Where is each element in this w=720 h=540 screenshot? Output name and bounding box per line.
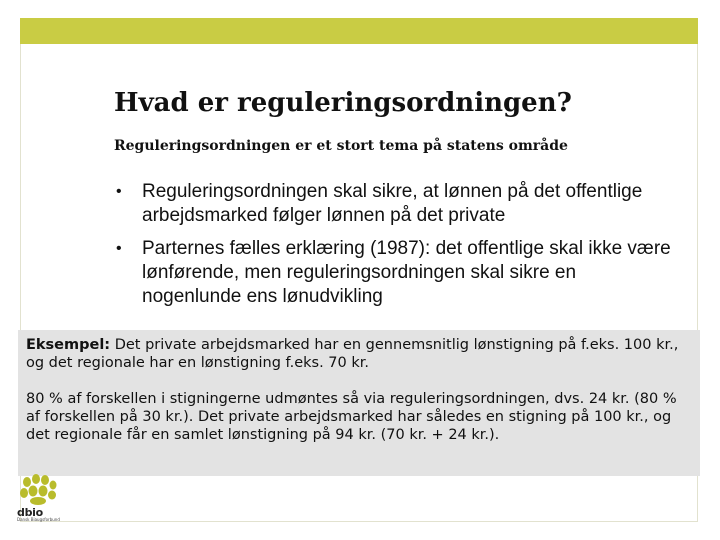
example-paragraph (26, 336, 692, 372)
logo-wordmark: dbio (17, 506, 43, 519)
slide-subtitle: Reguleringsordningen er et stort tema på statens område (114, 138, 568, 154)
bullet-symbol: • (116, 240, 122, 257)
example-paragraph: 80 % af forskellen i stigningerne udmøntes så via reguleringsordningen, dvs. 24 kr. (80 % af forskellen på 30 kr.). Det private arbejdsmarked har således en stigning på 100 kr., og det regionale får en samlet lønstigning på 94 kr. (70 kr. + 24 kr.). (26, 391, 677, 443)
bullet-text: Parternes fælles erklæring (1987): det offentlige skal ikke være lønførende, men reguleringsordningen skal sikre en nogenlunde ens lønudvikling (142, 238, 671, 307)
logo-tagline: Dansk Biaugsforbund (17, 517, 60, 522)
slide-title: Hvad er reguleringsordningen? (114, 88, 572, 118)
bullet-item (114, 237, 674, 309)
bullet-item (114, 180, 674, 228)
bullet-list (114, 180, 674, 318)
bullet-symbol: • (116, 183, 122, 200)
bullet-text: Reguleringsordningen skal sikre, at lønnen på det offentlige arbejdsmarked følger lønnen på det private (142, 181, 643, 226)
example-box (18, 330, 700, 476)
example-text: Det private arbejdsmarked har en gennemsnitlig lønstigning på f.eks. 100 kr., og det regionale har en lønstigning f.eks. 70 kr. (26, 337, 679, 371)
example-label: Eksempel: (26, 337, 111, 353)
accent-bar (20, 18, 698, 44)
